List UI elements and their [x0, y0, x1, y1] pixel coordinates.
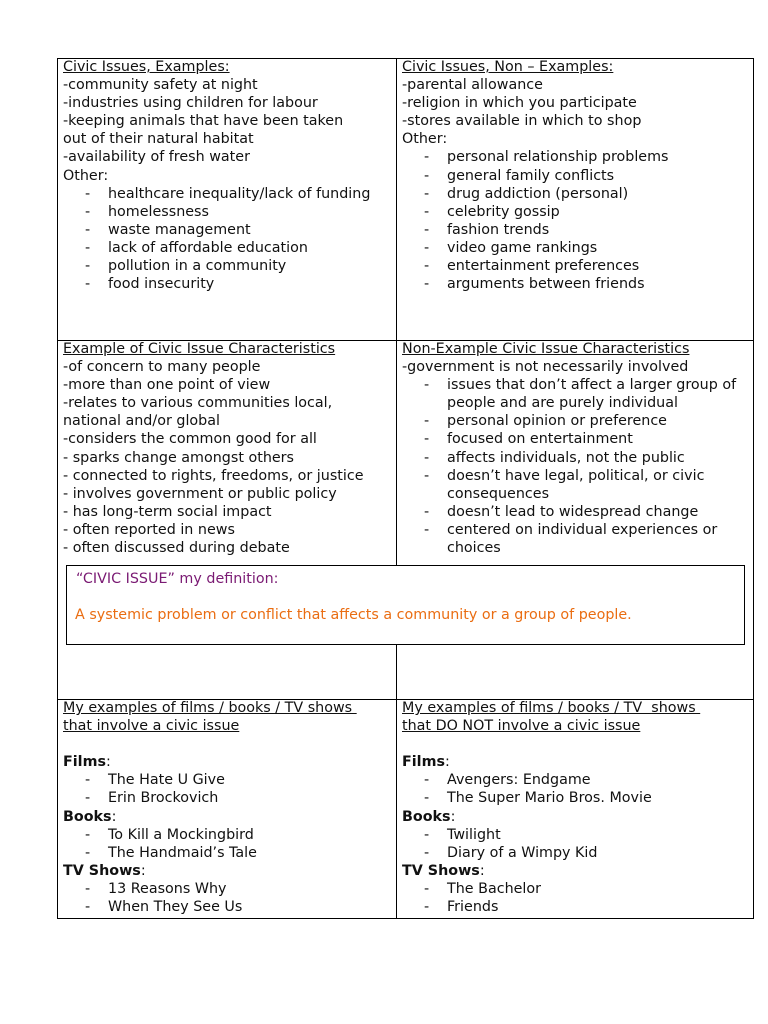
film-item: - Avengers: Endgame	[402, 771, 748, 789]
non-characteristic-bullet: - affects individuals, not the public	[402, 449, 748, 467]
civic-media-heading-line2: that involve a civic issue	[63, 718, 240, 735]
non-characteristic-bullet: - doesn’t lead to widespread change	[402, 503, 748, 521]
characteristic-line: - often discussed during debate	[63, 540, 290, 557]
tv-show-item: - Friends	[402, 898, 748, 916]
civic-media-heading-line1: My examples of films / books / TV shows	[63, 700, 357, 716]
characteristic-line: - connected to rights, freedoms, or justice	[63, 467, 364, 484]
civic-examples-heading: Civic Issues, Examples:	[63, 59, 230, 75]
non-example-line: -religion in which you participate	[402, 95, 637, 112]
characteristic-line: -more than one point of view	[63, 377, 271, 394]
non-example-bullet: - general family conflicts	[402, 167, 748, 185]
non-characteristic-bullet: - centered on individual experiences or choices	[402, 521, 748, 557]
tv-show-item: - 13 Reasons Why	[63, 880, 391, 898]
non-example-characteristics-heading: Non-Example Civic Issue Characteristics	[402, 341, 690, 357]
non-characteristic-bullet: - issues that don’t affect a larger group of people and are purely individual	[402, 376, 748, 412]
definition-label: “CIVIC ISSUE” my definition:	[76, 571, 279, 587]
non-example-bullet: - celebrity gossip	[402, 203, 748, 221]
tv-show-item: - When They See Us	[63, 898, 391, 916]
non-characteristic-bullet: - doesn’t have legal, political, or civic consequences	[402, 467, 748, 503]
tv-show-item: - The Bachelor	[402, 880, 748, 898]
civic-example-bullet: - lack of affordable education	[63, 239, 391, 257]
definition-box	[66, 565, 745, 645]
tv-shows-label: TV Shows	[63, 862, 141, 879]
civic-non-examples-cell	[402, 58, 748, 293]
book-item: - To Kill a Mockingbird	[63, 826, 391, 844]
worksheet-table	[57, 58, 753, 918]
non-example-line: -stores available in which to shop	[402, 113, 642, 130]
non-civic-media-heading-line1: My examples of films / books / TV shows	[402, 700, 701, 716]
non-example-bullet: - entertainment preferences	[402, 257, 748, 275]
non-example-line: -parental allowance	[402, 77, 543, 94]
book-item: - Twilight	[402, 826, 748, 844]
film-item: - The Hate U Give	[63, 771, 391, 789]
characteristic-line: - often reported in news	[63, 521, 235, 538]
civic-example-line: -keeping animals that have been taken	[63, 113, 344, 130]
films-label: Films	[63, 754, 106, 771]
books-label: Books	[63, 808, 112, 825]
characteristic-line: -considers the common good for all	[63, 431, 317, 448]
non-characteristic-bullet: - personal opinion or preference	[402, 412, 748, 430]
non-characteristic-line: -government is not necessarily involved	[402, 359, 689, 376]
civic-example-bullet: - food insecurity	[63, 275, 391, 293]
definition-text: A systemic problem or conflict that affects a community or a group of people.	[75, 607, 632, 623]
civic-example-line: -availability of fresh water	[63, 149, 250, 166]
non-example-characteristics-cell	[402, 340, 748, 557]
characteristic-line: - sparks change amongst others	[63, 449, 295, 466]
characteristic-line: - has long-term social impact	[63, 503, 272, 520]
non-example-bullet: - personal relationship problems	[402, 148, 748, 166]
civic-example-bullet: - pollution in a community	[63, 257, 391, 275]
civic-example-bullet: - healthcare inequality/lack of funding	[63, 185, 391, 203]
non-civic-media-heading-line2: that DO NOT involve a civic issue	[402, 718, 641, 735]
characteristic-line: -of concern to many people	[63, 359, 261, 376]
column-divider	[396, 58, 397, 918]
characteristic-line: - involves government or public policy	[63, 485, 337, 502]
civic-non-examples-heading: Civic Issues, Non – Examples:	[402, 59, 614, 75]
civic-example-line: out of their natural habitat	[63, 131, 254, 148]
civic-media-examples-cell: My examples of films / books / TV shows that involve a civic issue Films: - The Hate U Give - Erin Brockovich Books: - To Kill a Mockingbird - The Handmaid’s Tale TV Shows: - 13 Reasons Why - When They See Us	[63, 699, 391, 916]
non-characteristic-bullet: - focused on entertainment	[402, 430, 748, 448]
non-civic-media-examples-cell: My examples of films / books / TV shows that DO NOT involve a civic issue Films: - Avengers: Endgame - The Super Mario Bros. Movie Books: - Twilight - Diary of a Wimpy Kid TV Shows: - The Bachelor - Friends	[402, 699, 748, 916]
book-item: - Diary of a Wimpy Kid	[402, 844, 748, 862]
tv-shows-label: TV Shows	[402, 862, 480, 879]
civic-examples-cell	[63, 58, 391, 293]
films-label: Films	[402, 754, 445, 771]
civic-example-bullet: - waste management	[63, 221, 391, 239]
characteristic-line: national and/or global	[63, 413, 220, 430]
non-example-bullet: - video game rankings	[402, 239, 748, 257]
civic-example-line: Other:	[63, 167, 109, 184]
books-label: Books	[402, 808, 451, 825]
non-example-line: Other:	[402, 131, 448, 148]
civic-characteristics-heading: Example of Civic Issue Characteristics	[63, 341, 336, 357]
non-example-bullet: - drug addiction (personal)	[402, 185, 748, 203]
civic-example-line: -community safety at night	[63, 77, 258, 94]
film-item: - Erin Brockovich	[63, 789, 391, 807]
civic-example-bullet: - homelessness	[63, 203, 391, 221]
non-example-bullet: - arguments between friends	[402, 275, 748, 293]
book-item: - The Handmaid’s Tale	[63, 844, 391, 862]
non-example-bullet: - fashion trends	[402, 221, 748, 239]
civic-example-line: -industries using children for labour	[63, 95, 318, 112]
civic-characteristics-cell	[63, 340, 391, 557]
characteristic-line: -relates to various communities local,	[63, 395, 333, 412]
film-item: - The Super Mario Bros. Movie	[402, 789, 748, 807]
